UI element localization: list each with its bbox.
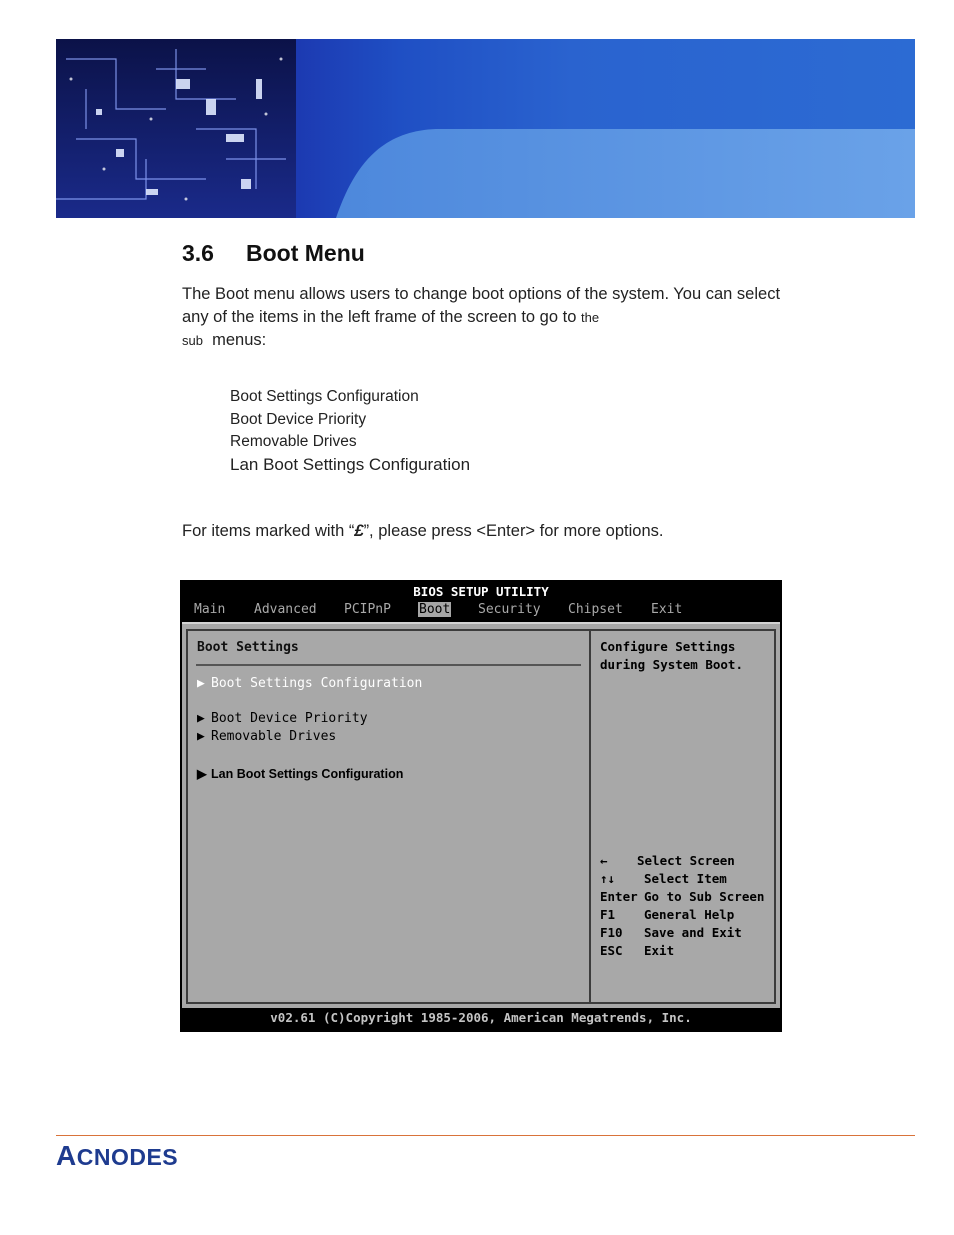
header-banner xyxy=(56,39,915,218)
submenu-list xyxy=(230,386,470,476)
submenu-arrow-icon: ▶ xyxy=(197,767,207,781)
tab-security[interactable]: Security xyxy=(478,602,541,617)
up-down-arrows-key: ↑↓ xyxy=(600,871,616,886)
menu-item-label: Boot Device Priority xyxy=(211,711,368,726)
key-legend-row xyxy=(600,924,764,942)
bios-screenshot xyxy=(180,580,782,1032)
key-description: Select Screen xyxy=(637,853,735,868)
left-arrow-key: ← xyxy=(600,853,608,868)
bios-section-label: Boot Settings xyxy=(197,640,299,655)
bios-main-panel xyxy=(182,622,780,1008)
key-description: Select Item xyxy=(644,871,727,886)
f1-key: F1 xyxy=(600,907,616,922)
tab-main[interactable]: Main xyxy=(194,602,226,617)
bios-key-legend xyxy=(600,852,764,960)
section-number: 3.6 xyxy=(182,240,214,266)
tab-pcipnp[interactable]: PCIPnP xyxy=(344,602,391,617)
key-description: Go to Sub Screen xyxy=(644,889,765,904)
divider xyxy=(196,664,581,666)
menu-item-label: Lan Boot Settings Configuration xyxy=(211,767,404,781)
bios-copyright: v02.61 (C)Copyright 1985-2006, American Megatrends, Inc. xyxy=(270,1010,692,1025)
key-description: General Help xyxy=(644,907,735,922)
intro-small-sub: sub xyxy=(182,333,203,348)
note-text-pre: For items marked with “ xyxy=(182,522,355,540)
footer-divider xyxy=(56,1135,915,1136)
menu-item-removable-drives[interactable] xyxy=(197,729,336,744)
circuit-board-artwork xyxy=(56,39,915,218)
enter-key: Enter xyxy=(600,889,638,904)
acnodes-logo xyxy=(56,1140,178,1172)
submenu-arrow-icon: ▶ xyxy=(197,711,205,726)
section-title: Boot Menu xyxy=(246,240,365,266)
list-item: Boot Settings Configuration xyxy=(230,388,419,405)
note-text-post: ”, please press <Enter> for more options. xyxy=(363,522,664,540)
logo-text: CNODES xyxy=(76,1144,179,1170)
key-description: Exit xyxy=(644,943,675,958)
menu-item-label: Boot Settings Configuration xyxy=(211,676,423,691)
menu-item-boot-device-priority[interactable] xyxy=(197,711,368,726)
enter-note xyxy=(182,522,663,541)
list-item: Removable Drives xyxy=(230,433,357,450)
menu-item-label: Removable Drives xyxy=(211,729,337,744)
tab-chipset[interactable]: Chipset xyxy=(568,602,623,617)
section-heading xyxy=(182,240,365,267)
esc-key: ESC xyxy=(600,943,623,958)
logo-lead-letter: A xyxy=(56,1140,77,1171)
bios-help-frame xyxy=(589,629,776,1004)
key-legend-row xyxy=(600,942,764,960)
tab-exit[interactable]: Exit xyxy=(651,602,683,617)
intro-main-text: The Boot menu allows users to change boot options of the system. You can select any of the items in the left frame of the screen to go to xyxy=(182,285,781,326)
tab-advanced[interactable]: Advanced xyxy=(254,602,317,617)
list-item: Lan Boot Settings Configuration xyxy=(230,454,471,474)
intro-paragraph xyxy=(182,283,792,352)
submenu-marker-glyph: £ xyxy=(354,522,364,540)
key-legend-row xyxy=(600,852,764,870)
intro-end-text: menus: xyxy=(212,331,267,349)
help-line: Configure Settings xyxy=(600,639,736,654)
key-description: Save and Exit xyxy=(644,925,742,940)
bios-left-frame xyxy=(186,629,591,1004)
submenu-arrow-icon: ▶ xyxy=(197,676,205,691)
key-legend-row xyxy=(600,888,764,906)
f10-key: F10 xyxy=(600,925,623,940)
bios-menu-bar xyxy=(180,601,782,620)
menu-item-lan-boot-settings[interactable] xyxy=(197,766,403,781)
intro-small-the: the xyxy=(580,310,600,325)
bios-help-text xyxy=(600,638,743,674)
key-legend-row xyxy=(600,906,764,924)
list-item: Boot Device Priority xyxy=(230,410,367,428)
submenu-arrow-icon: ▶ xyxy=(197,729,205,744)
help-line: during System Boot. xyxy=(600,657,743,672)
menu-item-boot-settings-configuration[interactable] xyxy=(197,676,422,691)
tab-boot[interactable]: Boot xyxy=(419,602,451,617)
key-legend-row xyxy=(600,870,764,888)
bios-title: BIOS SETUP UTILITY xyxy=(413,584,549,599)
